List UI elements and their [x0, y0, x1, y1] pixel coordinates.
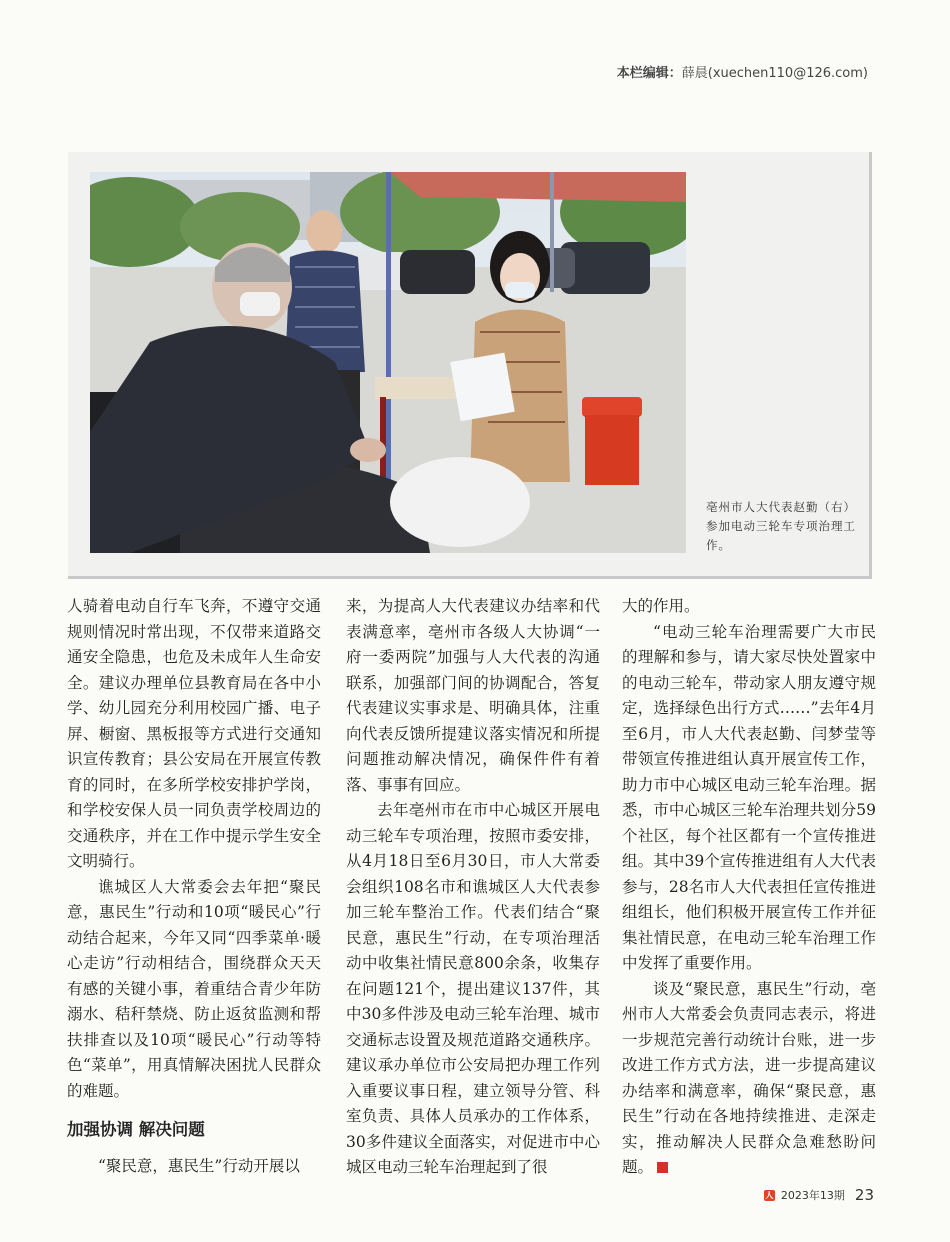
photo-illustration — [90, 172, 686, 553]
paragraph: 大的作用。 — [622, 597, 700, 615]
editor-name: 薛晨(xuechen110@126.com) — [681, 66, 868, 81]
news-photo — [90, 172, 686, 553]
page-number: 23 — [854, 1186, 874, 1204]
paragraph: 去年亳州市在市中心城区开展电动三轮车专项治理，按照市委安排，从4月18日至6月30日，市人大常委会组织108名市和谯城区人大代表参加三轮车整治工作。代表们结合“聚民意，惠民生”行动，在专项治理活动中收集社情民意800余条，收集存在问题121个，提出建议137件，其中30多件涉及电动三轮车治理、城市交通标志设置及规范道路交通秩序。建议承办单位市公安局把办理工作列入重要议事日程，建立领导分管、科室负责、具体人员承办的工作体系，30多件建议全面落实，对促进市中心城区电动三轮车治理起到了很 — [346, 801, 600, 1176]
end-mark-icon — [657, 1162, 668, 1173]
editor-label: 本栏编辑： — [616, 66, 682, 81]
photo-caption: 亳州市人大代表赵勤（右）参加电动三轮车专项治理工作。 — [706, 500, 856, 552]
article-column-1 — [67, 594, 321, 1179]
paragraph-text: 谈及“聚民意，惠民生”行动，亳州市人大常委会负责同志表示，将进一步规范完善行动统计台账，进一步改进工作方式方法，进一步提高建议办结率和满意率，确保“聚民意，惠民生”行动在各地持续推进、走深走实，推动解决人民群众急难愁盼问题。 — [622, 979, 876, 1176]
section-heading: 加强协调 解决问题 — [67, 1120, 205, 1139]
issue-label: 2023年13期 — [780, 1189, 845, 1202]
paragraph: 谯城区人大常委会去年把“聚民意，惠民生”行动和10项“暖民心”行动结合起来，今年又同“四季菜单·暖心走访”行动相结合，围绕群众天天有感的关键小事，着重结合青少年防溺水、秸秆禁烧、防止返贫监测和帮扶排查以及10项“暖民心”行动等特色“菜单”，用真情解决困扰人民群众的难题。 — [67, 877, 321, 1100]
editor-credit — [617, 62, 868, 81]
paragraph-last — [622, 977, 876, 1181]
paragraph: 人骑着电动自行车飞奔，不遵守交通规则情况时常出现，不仅带来道路交通安全隐患，也危及未成年人生命安全。建议办理单位县教育局在各中小学、幼儿园充分利用校园广播、电子屏、橱窗、黑板报等方式进行交通知识宣传教育；县公安局在开展宣传教育的同时，在多所学校安排护学岗，和学校安保人员一同负责学校周边的交通秩序，并在工作中提示学生安全文明骑行。 — [67, 597, 321, 870]
paragraph: 来，为提高人大代表建议办结率和代表满意率，亳州市各级人大协调“一府一委两院”加强与人大代表的沟通联系，加强部门间的协调配合，答复代表建议实事求是、明确具体，注重向代表反馈所提建议落实情况和所提问题推动解决情况，确保件件有着落、事事有回应。 — [346, 597, 600, 794]
paragraph: “聚民意，惠民生”行动开展以 — [98, 1156, 300, 1175]
paragraph: “电动三轮车治理需要广大市民的理解和参与，请大家尽快处置家中的电动三轮车，带动家人朋友遵守规定，选择绿色出行方式……”去年4月至6月，市人大代表赵勤、闫梦莹等带领宣传推进组认真开展宣传工作，助力市中心城区电动三轮车治理。据悉，市中心城区三轮车治理共划分59个社区，每个社区都有一个宣传推进组。其中39个宣传推进组有人大代表参与，28名市人大代表担任宣传推进组组长，他们积极开展宣传工作并征集社情民意，在电动三轮车治理工作中发挥了重要作用。 — [622, 622, 876, 972]
photo-frame — [68, 152, 872, 579]
article-column-2 — [346, 594, 600, 1181]
page-footer — [764, 1186, 874, 1204]
article-column-3 — [622, 594, 876, 1181]
magazine-logo-icon: 人 — [765, 1190, 774, 1200]
